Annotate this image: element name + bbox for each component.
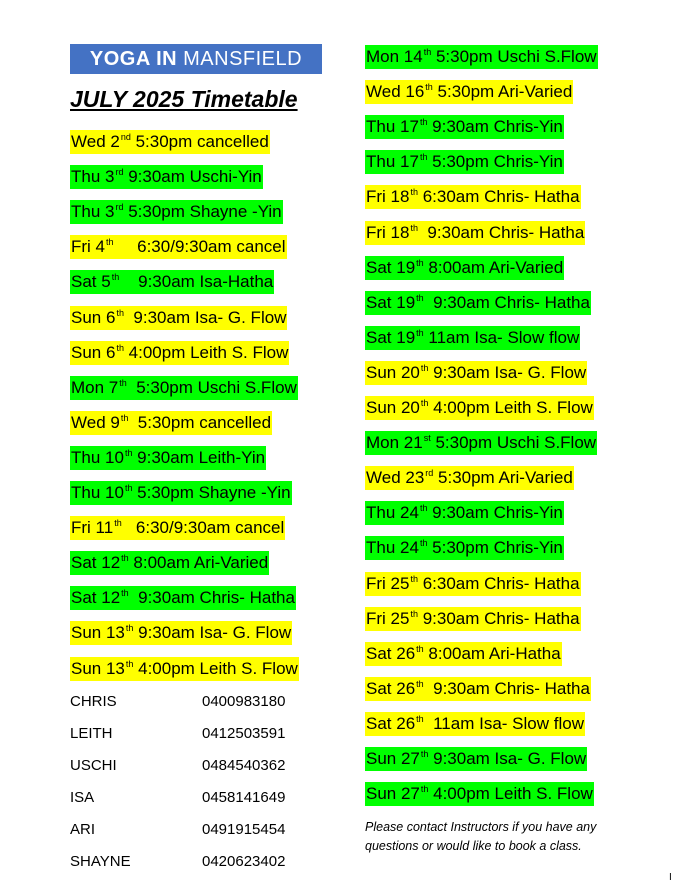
contact-name: CHRIS: [70, 693, 117, 710]
day-suffix: rd: [115, 167, 124, 178]
day-suffix: rd: [115, 202, 124, 213]
session-row: [365, 396, 594, 420]
day-suffix: th: [116, 307, 124, 318]
session-row: [70, 130, 270, 154]
page-title: JULY 2025 Timetable: [70, 86, 298, 112]
session-day: Sat 12: [71, 588, 121, 608]
session-row: [70, 657, 299, 681]
day-suffix: th: [106, 237, 114, 248]
session-day: Sat 19: [366, 257, 416, 277]
contact-name: SHAYNE: [70, 853, 131, 870]
session-day: Sun 13: [71, 623, 125, 643]
day-suffix: th: [116, 342, 124, 353]
session-row: [365, 782, 594, 806]
contact-phone: 0412503591: [202, 725, 286, 742]
session-day: Thu 10: [71, 447, 124, 467]
session-detail: 5:30pm Chris-Yin: [427, 152, 563, 172]
session-day: Sun 27: [366, 784, 420, 804]
session-detail: 9:30am Isa- G. Flow: [428, 362, 587, 382]
day-suffix: th: [410, 573, 418, 584]
day-suffix: th: [120, 412, 129, 423]
session-detail: 5:30pm Chris-Yin: [427, 538, 563, 558]
session-row: [365, 150, 564, 174]
session-row: [365, 572, 581, 596]
session-row: [70, 481, 292, 505]
day-suffix: th: [410, 187, 418, 198]
session-detail: 9:30am Isa-Hatha: [119, 272, 274, 292]
session-detail: 9:30am Isa- G. Flow: [133, 623, 292, 643]
session-day: Fri 18: [366, 222, 410, 242]
contact-phone: 0458141649: [202, 789, 286, 806]
session-detail: 9:30am Chris- Hatha: [423, 678, 590, 698]
session-row: [70, 165, 263, 189]
contact-name: ISA: [70, 789, 95, 806]
session-detail: 5:30pm cancelled: [130, 132, 269, 151]
session-row: [70, 341, 289, 365]
session-day: Fri 4: [71, 237, 105, 257]
session-day: Sat 5: [71, 272, 111, 292]
brand-light: MANSFIELD: [183, 47, 303, 70]
session-detail: 11am Isa- Slow flow: [423, 713, 584, 733]
session-day: Sun 20: [366, 362, 420, 382]
day-suffix: th: [420, 362, 429, 373]
day-suffix: th: [125, 623, 134, 634]
session-day: Sat 12: [71, 553, 121, 573]
brand-banner: [70, 44, 322, 74]
day-suffix: th: [416, 713, 424, 724]
contact-phone: 0420623402: [202, 853, 286, 870]
session-detail: 6:30/9:30am cancel: [121, 518, 285, 538]
session-detail: 5:30pm Ari-Varied: [433, 468, 573, 488]
session-day: Sun 6: [71, 342, 116, 362]
session-day: Fri 11: [71, 518, 114, 538]
session-row: [365, 677, 591, 701]
session-row: [365, 45, 598, 69]
session-detail: 6:30/9:30am cancel: [113, 237, 286, 257]
corner-mark: I: [669, 872, 672, 883]
session-day: Sun 27: [366, 749, 420, 768]
session-row: [365, 607, 581, 631]
contact-phone: 0491915454: [202, 821, 286, 838]
session-day: Sun 20: [366, 398, 420, 417]
session-day: Sat 19: [366, 327, 416, 347]
session-detail: 11am Isa- Slow flow: [423, 327, 580, 347]
session-row: [365, 221, 585, 245]
day-suffix: th: [124, 483, 133, 493]
session-day: Thu 3: [71, 202, 115, 222]
session-row: [365, 501, 564, 525]
day-suffix: th: [119, 377, 127, 388]
session-detail: 5:30pm Shayne -Yin: [132, 483, 291, 502]
session-row: [365, 185, 581, 209]
day-suffix: th: [416, 327, 424, 338]
session-row: [70, 235, 287, 259]
day-suffix: th: [416, 678, 424, 689]
session-row: [70, 586, 296, 610]
day-suffix: th: [124, 447, 133, 458]
session-day: Mon 7: [71, 377, 119, 397]
session-day: Thu 17: [366, 117, 419, 137]
day-suffix: th: [419, 117, 428, 128]
session-row: [365, 361, 587, 385]
session-row: [365, 747, 587, 771]
day-suffix: th: [416, 257, 424, 268]
day-suffix: th: [111, 272, 120, 283]
session-detail: 6:30am Chris- Hatha: [417, 573, 580, 593]
day-suffix: th: [419, 538, 428, 549]
session-detail: 4:00pm Leith S. Flow: [428, 398, 593, 417]
day-suffix: th: [420, 749, 429, 759]
session-detail: 4:00pm Leith S. Flow: [123, 342, 289, 362]
session-detail: 5:30pm Ari-Varied: [432, 82, 573, 102]
brand-bold: YOGA IN: [89, 47, 178, 70]
session-detail: 9:30am Chris- Hatha: [128, 588, 295, 608]
session-detail: 9:30am Leith-Yin: [132, 447, 266, 467]
session-day: Sat 26: [366, 643, 416, 663]
session-detail: 9:30am Uschi-Yin: [123, 167, 262, 187]
session-day: Thu 24: [366, 538, 419, 558]
contact-phone: 0400983180: [202, 693, 286, 710]
contact-name: LEITH: [70, 725, 113, 742]
session-detail: 4:00pm Leith S. Flow: [133, 658, 298, 678]
day-suffix: th: [125, 658, 134, 669]
contact-name: ARI: [70, 821, 96, 838]
session-day: Mon 14: [366, 47, 423, 66]
day-suffix: th: [121, 588, 129, 599]
session-detail: 9:30am Isa- G. Flow: [428, 749, 587, 768]
day-suffix: th: [423, 47, 432, 57]
day-suffix: th: [416, 292, 424, 303]
contact-note: Please contact Instructors if you have any questions or would like to book a class.: [365, 820, 597, 853]
session-day: Sun 6: [71, 307, 116, 327]
day-suffix: th: [121, 553, 129, 564]
session-row: [365, 642, 562, 666]
session-detail: 5:30pm cancelled: [128, 412, 272, 432]
session-detail: 5:30pm Uschi S.Flow: [431, 47, 597, 66]
day-suffix: th: [410, 608, 418, 619]
session-row: [365, 256, 564, 280]
session-detail: 9:30am Chris-Yin: [427, 117, 563, 137]
session-detail: 4:00pm Leith S. Flow: [428, 784, 593, 804]
session-day: Thu 24: [366, 503, 419, 523]
session-detail: 5:30pm Uschi S.Flow: [430, 433, 597, 453]
contact-name: USCHI: [70, 757, 117, 774]
day-suffix: th: [416, 643, 424, 654]
session-detail: 5:30pm Shayne -Yin: [123, 202, 282, 222]
session-day: Fri 25: [366, 608, 410, 628]
day-suffix: th: [419, 152, 428, 163]
session-row: [365, 326, 580, 350]
session-day: Wed 16: [366, 82, 425, 102]
day-suffix: th: [420, 784, 429, 795]
session-detail: 8:00am Ari-Varied: [423, 257, 564, 277]
session-row: [70, 306, 287, 330]
session-detail: 9:30am Isa- G. Flow: [123, 307, 287, 327]
contact-phone: 0484540362: [202, 757, 286, 774]
session-day: Thu 17: [366, 152, 419, 172]
session-row: [70, 200, 283, 224]
day-suffix: th: [410, 222, 418, 233]
session-day: Wed 2: [71, 132, 120, 151]
session-detail: 8:00am Ari-Varied: [128, 553, 269, 573]
session-detail: 5:30pm Uschi S.Flow: [126, 377, 297, 397]
session-detail: 8:00am Ari-Hatha: [423, 643, 561, 663]
day-suffix: nd: [120, 132, 131, 142]
session-day: Mon 21: [366, 433, 423, 453]
session-day: Fri 25: [366, 573, 410, 593]
day-suffix: th: [419, 503, 428, 514]
session-row: [365, 712, 585, 736]
session-row: [365, 291, 591, 315]
session-row: [365, 80, 573, 104]
session-row: [70, 446, 266, 470]
session-day: Sun 13: [71, 658, 125, 678]
day-suffix: st: [423, 433, 431, 444]
session-day: Sat 26: [366, 713, 416, 733]
session-row: [365, 431, 597, 455]
session-detail: 9:30am Chris-Yin: [427, 503, 563, 523]
session-detail: 9:30am Chris- Hatha: [423, 292, 590, 312]
session-detail: 6:30am Chris- Hatha: [417, 187, 580, 207]
session-day: Thu 10: [71, 483, 124, 502]
session-row: [365, 115, 564, 139]
session-day: Sat 19: [366, 292, 416, 312]
day-suffix: rd: [425, 468, 434, 479]
day-suffix: th: [114, 518, 122, 529]
session-row: [70, 551, 269, 575]
day-suffix: th: [425, 82, 433, 93]
session-row: [70, 411, 272, 435]
session-row: [70, 270, 274, 294]
session-detail: 9:30am Chris- Hatha: [417, 608, 580, 628]
session-day: Wed 9: [71, 412, 120, 432]
day-suffix: th: [420, 398, 429, 408]
session-row: [365, 466, 574, 490]
session-day: Wed 23: [366, 468, 425, 488]
session-row: [70, 621, 292, 645]
session-day: Thu 3: [71, 167, 115, 187]
session-day: Sat 26: [366, 678, 416, 698]
session-row: [365, 536, 564, 560]
session-day: Fri 18: [366, 187, 410, 207]
session-detail: 9:30am Chris- Hatha: [417, 222, 585, 242]
session-row: [70, 376, 298, 400]
session-row: [70, 516, 285, 540]
